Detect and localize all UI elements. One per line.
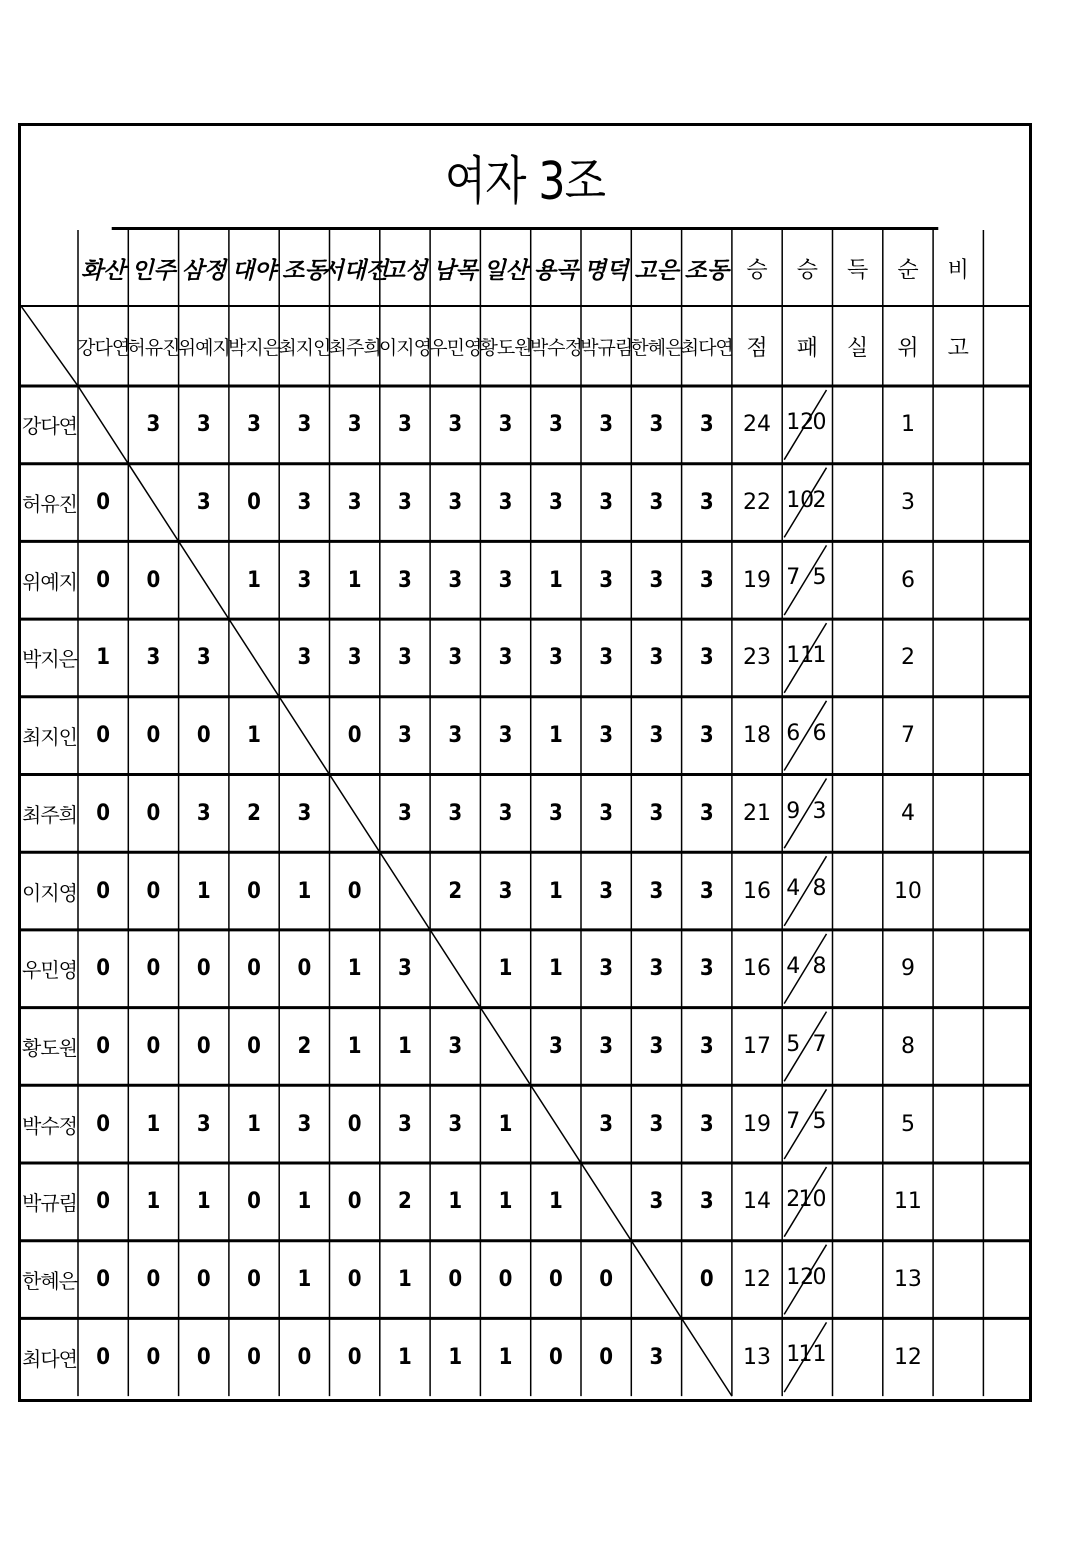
score-cell: 3	[297, 567, 312, 593]
score-cell: 1	[548, 956, 563, 982]
score-cell: 2	[398, 1189, 412, 1215]
win-loss-slash	[784, 1167, 826, 1237]
score-cell: 3	[548, 490, 563, 516]
score-cell: 3	[548, 412, 563, 438]
score-cell: 3	[599, 956, 614, 982]
score-cell: 0	[347, 1189, 362, 1215]
score-cell: 0	[599, 1267, 614, 1293]
score-cell: 2	[448, 878, 463, 904]
column-player: 박규림	[580, 336, 633, 359]
losses-value: 2	[812, 487, 827, 513]
column-player: 위예지	[177, 336, 230, 359]
score-cell: 1	[96, 645, 111, 671]
row-player-name: 박수정	[22, 1113, 77, 1138]
score-cell: 3	[548, 1033, 563, 1059]
score-cell: 0	[146, 723, 161, 749]
score-cell: 3	[347, 490, 362, 516]
score-cell: 3	[599, 800, 614, 826]
column-school: 일산	[483, 257, 528, 284]
row-player-name: 허유진	[22, 492, 77, 517]
score-cell: 0	[347, 1344, 362, 1370]
rank-cell: 12	[893, 1344, 922, 1370]
wins-value: 5	[786, 1031, 801, 1057]
score-cell: 0	[347, 723, 362, 749]
row-player-name: 최지인	[22, 725, 77, 750]
score-cell: 0	[96, 1033, 111, 1059]
rank-cell: 9	[900, 956, 915, 982]
losses-value: 8	[812, 953, 827, 979]
score-cell: 0	[196, 1033, 211, 1059]
losses-value: 11	[798, 1342, 827, 1368]
score-cell: 0	[548, 1267, 563, 1293]
points-cell: 14	[743, 1189, 772, 1215]
score-cell: 3	[599, 645, 614, 671]
score-cell: 3	[599, 878, 614, 904]
score-cell: 0	[96, 1189, 111, 1215]
score-cell: 3	[699, 878, 714, 904]
score-cell: 3	[649, 1111, 664, 1137]
score-cell: 3	[498, 412, 513, 438]
wins-value: 4	[786, 953, 801, 979]
score-cell: 1	[196, 1189, 211, 1215]
score-cell: 3	[448, 1111, 463, 1137]
score-cell: 1	[347, 567, 362, 593]
column-school: 조동	[282, 257, 327, 284]
score-cell: 3	[599, 490, 614, 516]
losses-value: 7	[812, 1031, 827, 1057]
stat-header-top: 순	[897, 257, 919, 283]
score-cell: 0	[599, 1344, 614, 1370]
score-cell: 1	[548, 723, 563, 749]
score-cell: 0	[196, 1344, 211, 1370]
score-cell: 1	[247, 1111, 261, 1137]
wins-value: 9	[786, 798, 801, 824]
column-player: 이지영	[378, 336, 431, 359]
losses-value: 3	[812, 798, 827, 824]
wins-value: 11	[786, 643, 815, 669]
stat-header-bottom: 실	[847, 335, 869, 361]
score-cell: 0	[96, 1344, 111, 1370]
points-cell: 24	[743, 412, 772, 438]
score-cell: 3	[599, 567, 614, 593]
score-cell: 1	[247, 723, 261, 749]
score-cell: 0	[247, 878, 261, 904]
wins-value: 4	[786, 876, 801, 902]
score-cell: 0	[297, 1344, 312, 1370]
score-cell: 3	[247, 412, 261, 438]
score-cell: 3	[649, 490, 664, 516]
row-player-name: 우민영	[22, 958, 77, 983]
losses-value: 0	[812, 410, 827, 435]
score-cell: 3	[498, 645, 513, 671]
win-loss-slash	[784, 1012, 826, 1082]
wins-value: 2	[786, 1187, 801, 1212]
score-cell: 3	[649, 412, 664, 438]
score-cell: 0	[297, 956, 312, 982]
score-cell: 3	[398, 800, 412, 826]
score-cell: 3	[146, 412, 161, 438]
score-cell: 1	[398, 1033, 412, 1059]
row-player-name: 최주희	[22, 802, 77, 827]
win-loss-slash	[784, 856, 826, 926]
column-school: 남목	[433, 257, 478, 284]
stat-header-bottom: 고	[947, 335, 969, 361]
score-cell: 1	[498, 1189, 513, 1215]
score-cell: 3	[448, 645, 463, 671]
points-cell: 16	[743, 878, 772, 904]
score-cell: 3	[398, 645, 412, 671]
stat-header-top: 승	[746, 257, 768, 283]
wins-value: 7	[786, 1109, 801, 1135]
score-cell: 3	[699, 490, 714, 516]
score-cell: 3	[649, 1033, 664, 1059]
score-cell: 3	[448, 490, 463, 516]
score-cell: 3	[448, 412, 463, 438]
win-loss-slash	[784, 701, 826, 771]
column-player: 최다연	[680, 336, 733, 359]
score-cell: 3	[297, 1111, 312, 1137]
losses-value: 5	[812, 1109, 827, 1135]
row-player-name: 한혜은	[22, 1269, 77, 1294]
column-player: 한혜은	[630, 336, 683, 359]
score-cell: 0	[96, 800, 111, 826]
score-cell: 3	[699, 1189, 714, 1215]
win-loss-slash	[784, 468, 826, 538]
score-cell: 0	[247, 1189, 261, 1215]
score-cell: 3	[699, 412, 714, 438]
score-cell: 3	[548, 645, 563, 671]
stat-header-bottom: 점	[746, 335, 768, 361]
score-cell: 0	[196, 723, 211, 749]
column-player: 최주희	[328, 336, 381, 359]
score-cell: 3	[297, 800, 312, 826]
score-cell: 1	[448, 1344, 463, 1370]
losses-value: 0	[812, 1264, 827, 1290]
score-cell: 1	[146, 1189, 161, 1215]
score-cell: 0	[347, 1267, 362, 1293]
score-cell: 3	[398, 490, 412, 516]
column-school: 용곡	[533, 257, 579, 284]
score-cell: 1	[247, 567, 261, 593]
score-cell: 1	[448, 1189, 463, 1215]
score-cell: 3	[699, 567, 714, 593]
points-cell: 12	[743, 1267, 772, 1293]
score-cell: 3	[649, 956, 664, 982]
score-cell: 3	[498, 490, 513, 516]
score-cell: 0	[96, 567, 111, 593]
score-cell: 3	[398, 723, 412, 749]
wins-value: 12	[786, 410, 815, 435]
score-cell: 3	[347, 645, 362, 671]
wins-value: 6	[786, 720, 801, 746]
score-cell: 0	[96, 1111, 111, 1137]
points-cell: 22	[743, 490, 772, 516]
score-cell: 3	[498, 723, 513, 749]
win-loss-slash	[784, 1322, 826, 1392]
row-player-name: 위예지	[22, 569, 77, 594]
score-cell: 0	[96, 1267, 111, 1293]
column-school: 화산	[80, 257, 126, 284]
row-player-name: 박지은	[22, 647, 77, 672]
score-cell: 3	[649, 567, 664, 593]
column-player: 우민영	[429, 336, 482, 359]
score-cell: 3	[599, 723, 614, 749]
score-cell: 3	[347, 412, 362, 438]
score-cell: 3	[699, 1033, 714, 1059]
score-cell: 3	[196, 645, 211, 671]
score-cell: 3	[297, 490, 312, 516]
score-cell: 3	[297, 645, 312, 671]
row-player-name: 최다연	[22, 1346, 77, 1371]
rank-cell: 5	[900, 1111, 915, 1137]
score-cell: 3	[649, 1189, 664, 1215]
score-cell: 0	[247, 956, 261, 982]
score-cell: 3	[398, 567, 412, 593]
column-school: 삼정	[181, 257, 226, 284]
wins-value: 12	[786, 1264, 815, 1290]
rank-cell: 4	[900, 800, 915, 826]
score-cell: 3	[297, 412, 312, 438]
rank-cell: 11	[893, 1189, 922, 1215]
score-cell: 0	[146, 1033, 161, 1059]
score-cell: 3	[448, 800, 463, 826]
column-school: 고은	[634, 257, 679, 284]
rank-cell: 7	[900, 723, 915, 749]
points-cell: 18	[743, 723, 772, 749]
row-player-name: 황도원	[22, 1035, 77, 1060]
stat-header-top: 득	[847, 257, 869, 283]
score-cell: 3	[599, 1033, 614, 1059]
score-cell: 0	[196, 956, 211, 982]
page-title: 여자 3조	[112, 126, 939, 230]
score-cell: 0	[247, 490, 261, 516]
win-loss-slash	[784, 779, 826, 849]
score-cell: 0	[146, 956, 161, 982]
column-school: 인주	[131, 257, 176, 284]
score-cell: 0	[247, 1033, 261, 1059]
row-player-name: 이지영	[22, 880, 77, 905]
score-cell: 3	[699, 1111, 714, 1137]
column-player: 황도원	[479, 336, 532, 359]
score-cell: 3	[398, 1111, 412, 1137]
score-cell: 3	[398, 956, 412, 982]
column-player: 허유진	[127, 336, 180, 359]
score-cell: 1	[498, 1344, 513, 1370]
stat-header-top: 비	[947, 257, 969, 283]
score-cell: 1	[498, 956, 513, 982]
score-cell: 1	[548, 1189, 563, 1215]
score-cell: 3	[448, 1033, 463, 1059]
points-cell: 21	[743, 800, 772, 826]
score-cell: 0	[146, 1344, 161, 1370]
score-cell: 1	[347, 1033, 362, 1059]
score-cell: 1	[548, 878, 563, 904]
rank-cell: 2	[900, 645, 915, 671]
score-cell: 3	[649, 645, 664, 671]
grid-lines	[21, 126, 1029, 1399]
score-cell: 3	[196, 490, 211, 516]
score-cell: 0	[146, 567, 161, 593]
score-cell: 0	[96, 878, 111, 904]
score-cell: 1	[548, 567, 563, 593]
column-school: 서대전	[321, 257, 388, 284]
stat-header-bottom: 위	[897, 335, 919, 361]
score-cell: 0	[247, 1267, 261, 1293]
wins-value: 10	[786, 487, 815, 513]
losses-value: 6	[812, 720, 827, 746]
stat-header-bottom: 패	[796, 335, 818, 361]
score-cell: 0	[699, 1267, 714, 1293]
score-cell: 3	[699, 956, 714, 982]
score-cell: 1	[146, 1111, 161, 1137]
column-school: 조동	[684, 257, 729, 284]
score-cell: 3	[196, 412, 211, 438]
losses-value: 1	[812, 643, 827, 669]
column-player: 박수정	[529, 336, 582, 359]
standings-board	[18, 123, 1032, 1402]
score-cell: 3	[699, 645, 714, 671]
score-cell: 3	[649, 878, 664, 904]
win-loss-slash	[784, 1089, 826, 1159]
win-loss-slash	[784, 1245, 826, 1315]
score-cell: 0	[146, 878, 161, 904]
score-cell: 0	[247, 1344, 261, 1370]
header-diagonal	[21, 306, 78, 386]
score-cell: 0	[196, 1267, 211, 1293]
score-cell: 3	[599, 412, 614, 438]
column-school: 대야	[231, 257, 277, 284]
score-cell: 0	[498, 1267, 513, 1293]
score-cell: 2	[297, 1033, 312, 1059]
win-loss-slash	[784, 623, 826, 693]
score-cell: 0	[96, 956, 111, 982]
score-cell: 0	[448, 1267, 463, 1293]
points-cell: 13	[743, 1344, 772, 1370]
win-loss-slash	[784, 545, 826, 615]
rank-cell: 1	[900, 412, 915, 438]
rank-cell: 6	[900, 567, 915, 593]
rank-cell: 10	[893, 878, 922, 904]
column-school: 명덕	[583, 257, 629, 284]
score-cell: 1	[297, 1267, 312, 1293]
score-cell: 3	[398, 412, 412, 438]
score-cell: 3	[498, 800, 513, 826]
row-player-name: 강다연	[22, 414, 77, 439]
win-loss-slash	[784, 934, 826, 1004]
score-cell: 3	[196, 800, 211, 826]
score-cell: 0	[548, 1344, 563, 1370]
rank-cell: 8	[900, 1033, 915, 1059]
score-cell: 3	[146, 645, 161, 671]
points-cell: 19	[743, 1111, 772, 1137]
score-cell: 1	[196, 878, 211, 904]
column-player: 박지은	[228, 336, 281, 359]
losses-value: 8	[812, 876, 827, 902]
score-cell: 1	[498, 1111, 513, 1137]
score-cell: 3	[599, 1111, 614, 1137]
rank-cell: 13	[893, 1267, 922, 1293]
column-player: 강다연	[77, 336, 130, 359]
self-match-diagonal	[78, 386, 732, 1396]
losses-value: 10	[798, 1187, 827, 1212]
points-cell: 23	[743, 645, 772, 671]
column-school: 고성	[382, 257, 428, 284]
column-player: 최지인	[278, 336, 331, 359]
score-cell: 1	[347, 956, 362, 982]
score-cell: 3	[498, 878, 513, 904]
losses-value: 5	[812, 565, 827, 591]
score-cell: 0	[347, 878, 362, 904]
rank-cell: 3	[900, 490, 915, 516]
score-cell: 0	[146, 800, 161, 826]
score-cell: 3	[699, 723, 714, 749]
points-cell: 19	[743, 567, 772, 593]
score-cell: 1	[398, 1344, 412, 1370]
score-cell: 2	[247, 800, 261, 826]
wins-value: 1	[786, 1342, 801, 1368]
score-cell: 3	[649, 1344, 664, 1370]
score-cell: 3	[548, 800, 563, 826]
score-cell: 0	[347, 1111, 362, 1137]
score-cell: 3	[699, 800, 714, 826]
score-cell: 0	[96, 490, 111, 516]
score-cell: 1	[398, 1267, 412, 1293]
score-cell: 3	[448, 723, 463, 749]
win-loss-slash	[784, 390, 826, 460]
score-cell: 3	[498, 567, 513, 593]
score-cell: 3	[649, 723, 664, 749]
score-cell: 1	[297, 1189, 312, 1215]
score-cell: 3	[196, 1111, 211, 1137]
wins-value: 7	[786, 565, 801, 591]
score-cell: 0	[96, 723, 111, 749]
stat-header-top: 승	[796, 257, 818, 283]
row-player-name: 박규림	[22, 1191, 77, 1216]
points-cell: 16	[743, 956, 772, 982]
score-cell: 1	[297, 878, 312, 904]
points-cell: 17	[743, 1033, 772, 1059]
score-cell: 3	[649, 800, 664, 826]
score-cell: 0	[146, 1267, 161, 1293]
score-cell: 3	[448, 567, 463, 593]
